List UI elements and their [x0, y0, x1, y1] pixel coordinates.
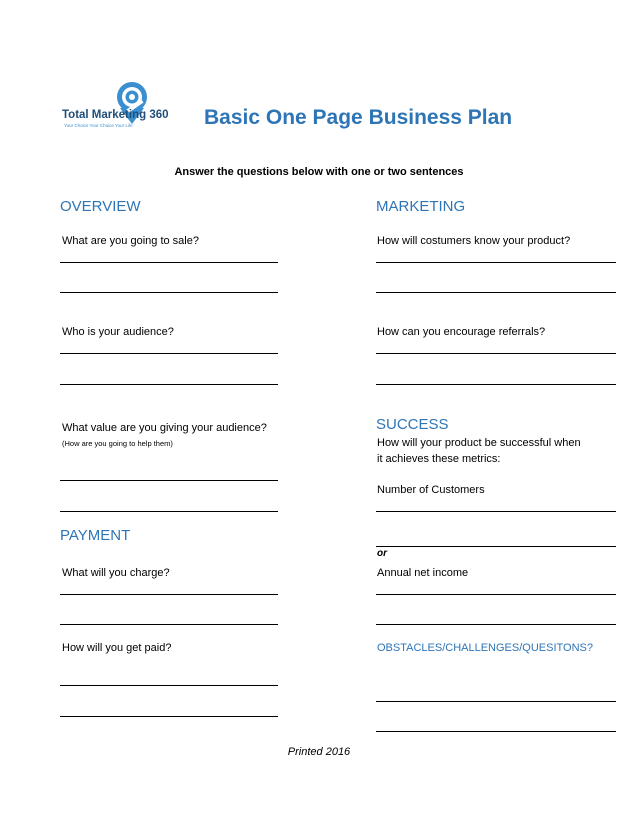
payment-heading: PAYMENT [60, 527, 131, 544]
question-value: What value are you giving your audience? [62, 422, 267, 434]
answer-line[interactable] [60, 511, 278, 512]
question-what-to-sell: What are you going to sale? [62, 235, 199, 247]
answer-line[interactable] [376, 546, 616, 547]
metric-number-of-customers: Number of Customers [377, 484, 485, 496]
question-success-line2: it achieves these metrics: [377, 453, 501, 465]
question-customers-know: How will costumers know your product? [377, 235, 571, 247]
instructions-text: Answer the questions below with one or two sentences [174, 166, 464, 178]
printed-year: Printed 2016 [287, 746, 351, 758]
answer-line[interactable] [60, 292, 278, 293]
answer-line[interactable] [60, 262, 278, 263]
logo-tagline-text: Your Choice Your Choice Your Life [64, 123, 133, 128]
overview-heading: OVERVIEW [60, 198, 141, 215]
answer-line[interactable] [376, 353, 616, 354]
answer-line[interactable] [60, 353, 278, 354]
question-referrals: How can you encourage referrals? [377, 326, 546, 338]
obstacles-heading: OBSTACLES/CHALLENGES/QUESITONS? [377, 642, 593, 654]
answer-line[interactable] [60, 384, 278, 385]
or-label: or [377, 548, 387, 559]
page-title: Basic One Page Business Plan [204, 106, 513, 129]
answer-line[interactable] [376, 594, 616, 595]
answer-line[interactable] [60, 624, 278, 625]
answer-line[interactable] [60, 480, 278, 481]
success-heading: SUCCESS [376, 416, 449, 433]
company-logo [60, 78, 188, 132]
answer-line[interactable] [376, 292, 616, 293]
answer-line[interactable] [60, 685, 278, 686]
answer-line[interactable] [376, 731, 616, 732]
answer-line[interactable] [60, 716, 278, 717]
answer-line[interactable] [376, 262, 616, 263]
marketing-heading: MARKETING [376, 198, 466, 215]
question-success-line1: How will your product be successful when [377, 437, 581, 449]
answer-line[interactable] [376, 511, 616, 512]
question-charge: What will you charge? [62, 567, 170, 579]
answer-line[interactable] [60, 594, 278, 595]
metric-annual-net-income: Annual net income [377, 567, 469, 579]
question-audience: Who is your audience? [62, 326, 174, 338]
logo-wordmark-text: Total Marketing 360 [62, 109, 169, 121]
answer-line[interactable] [376, 624, 616, 625]
question-value-note: (How are you going to help them) [62, 439, 173, 448]
answer-line[interactable] [376, 701, 616, 702]
answer-line[interactable] [376, 384, 616, 385]
question-get-paid: How will you get paid? [62, 642, 172, 654]
